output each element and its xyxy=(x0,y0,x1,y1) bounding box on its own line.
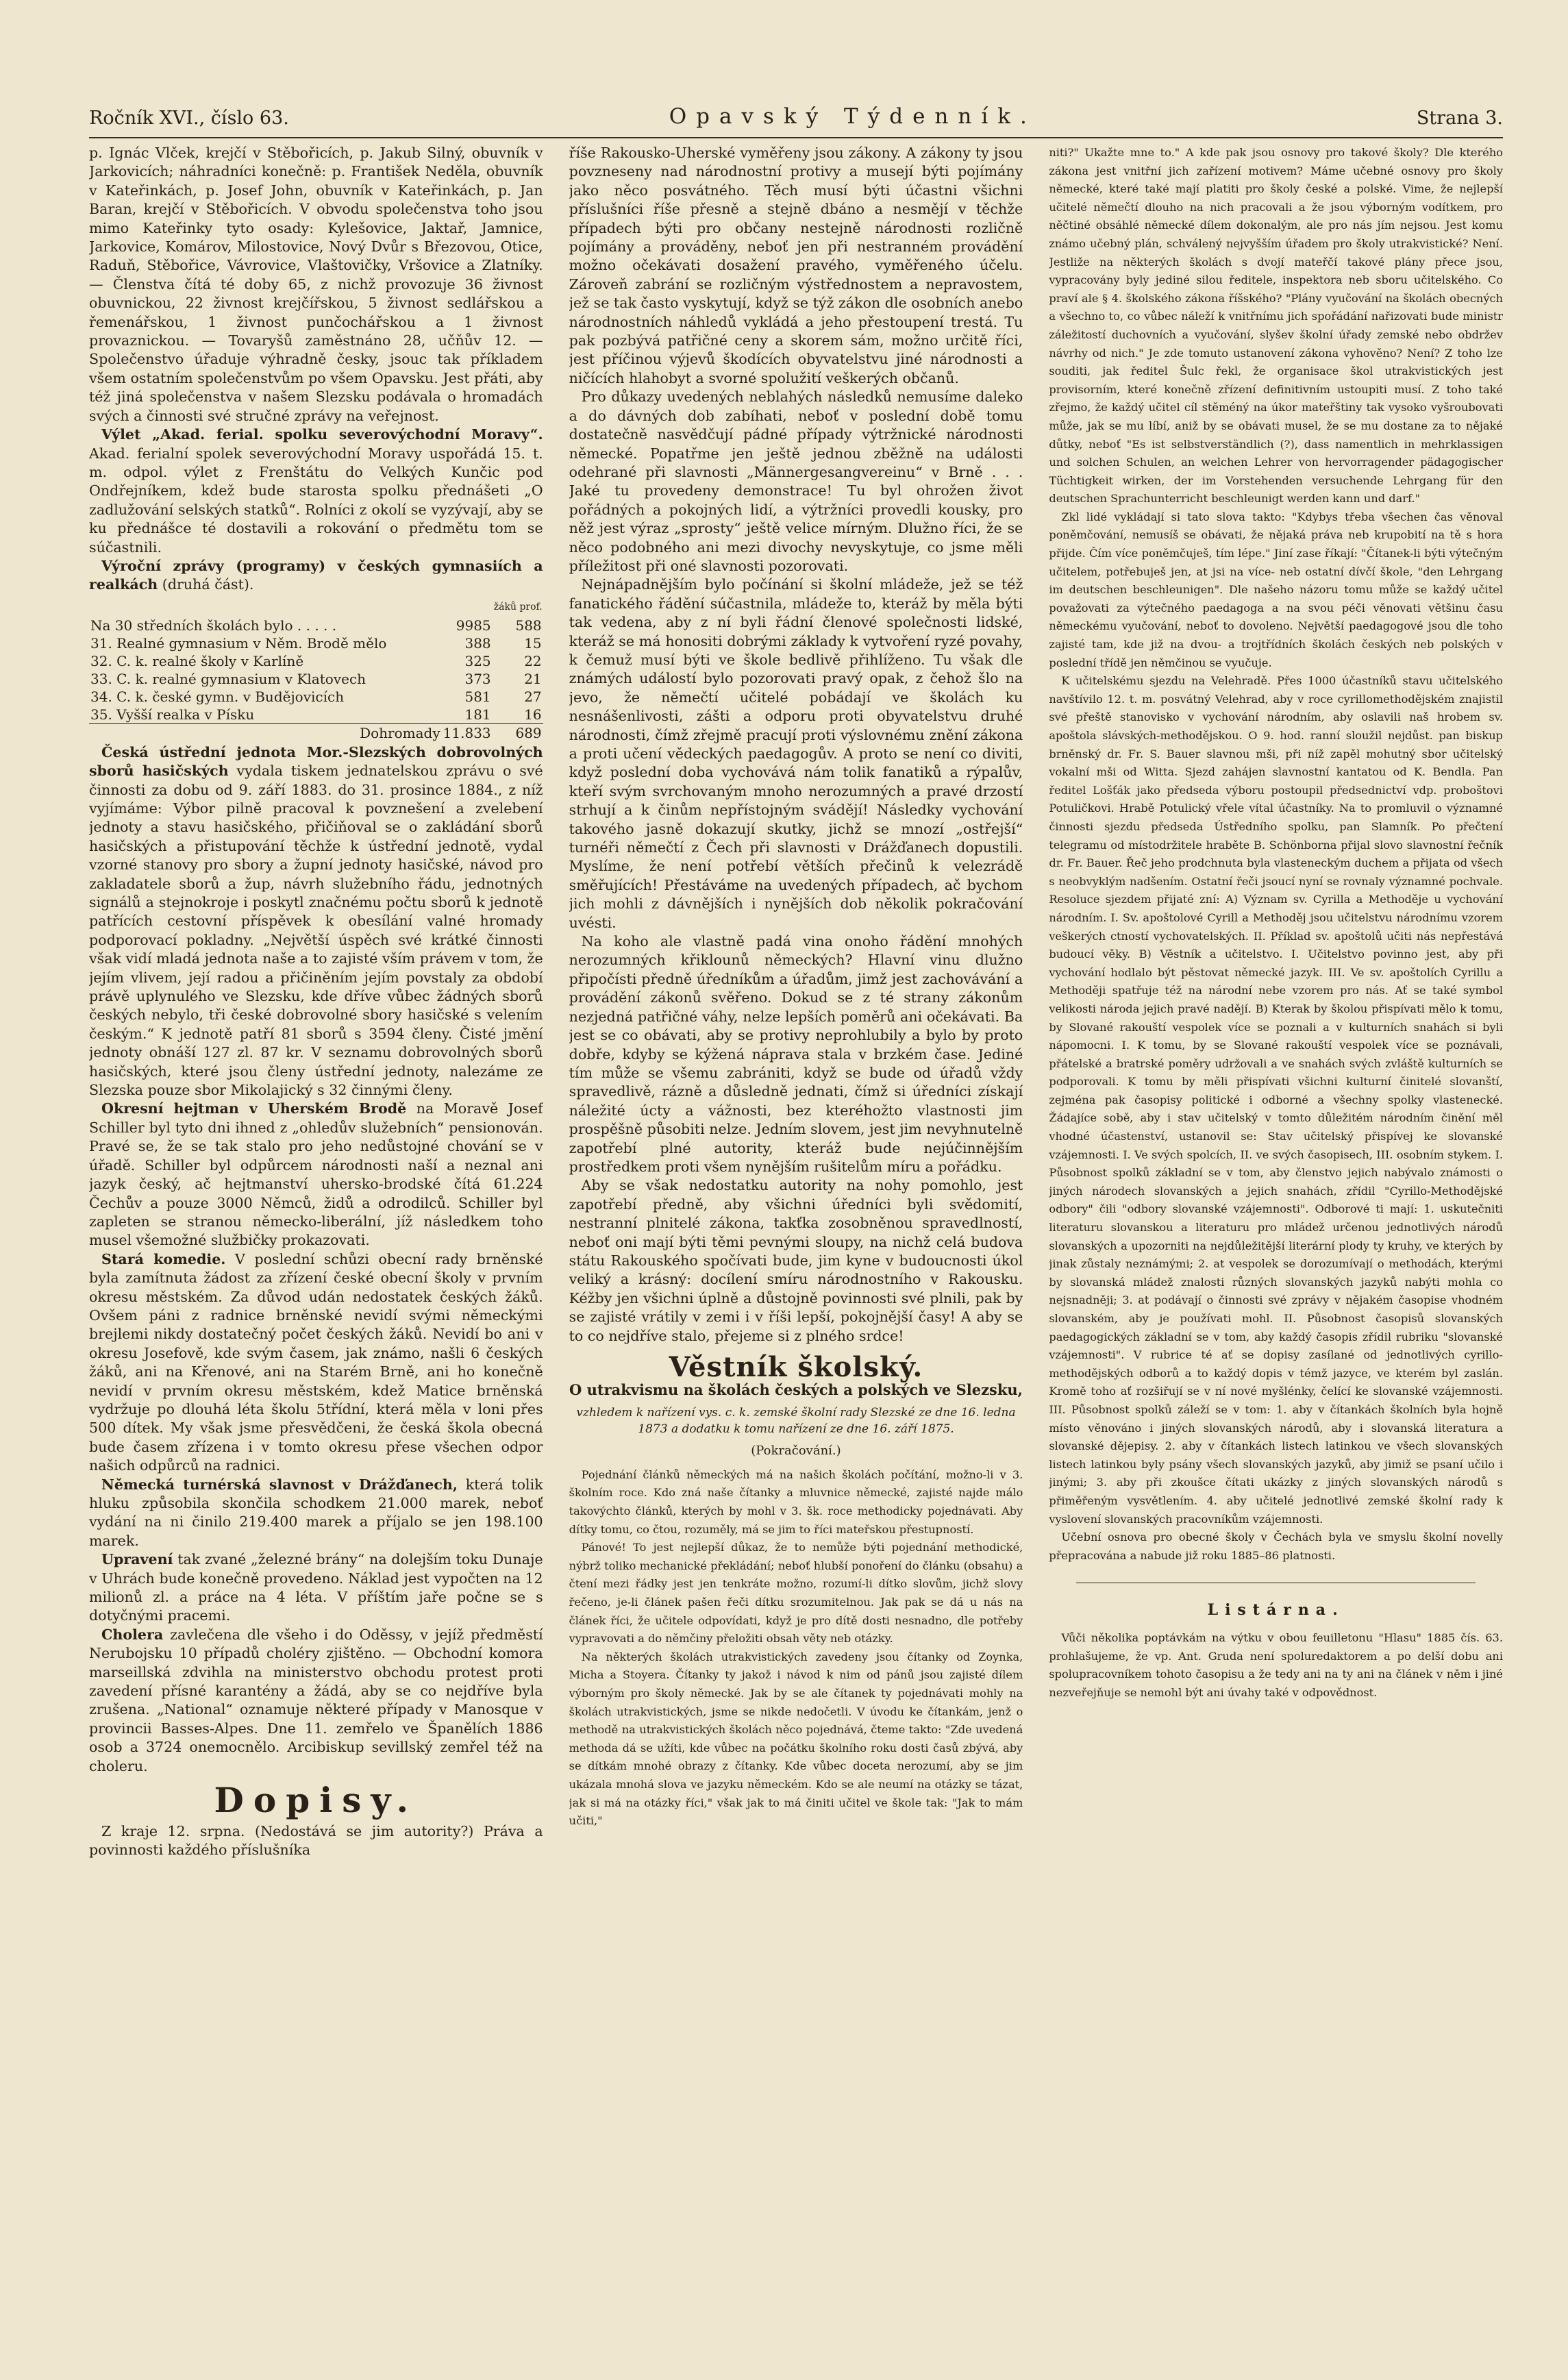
table-row: Na 30 středních školách bylo . . . . . 9985 588 xyxy=(90,617,542,634)
table-row: 35. Vyšší realka v Písku 181 16 xyxy=(90,706,542,723)
table-row: 33. C. k. realné gymnasium v Klatovech 373 21 xyxy=(90,670,542,687)
article-title: Výroční zprávy (programy) v českých gymnasiích a realkách xyxy=(89,557,543,593)
article-title: Výlet „Akad. ferial. spolku severovýchodní Moravy“. xyxy=(101,426,543,443)
article-paragraph: Aby se však nedostatku autority na nohy pomohlo, jest zapotřebí předně, aby všichni úředníci byli svědomití, nestranní plnitelé zákona, takťka zosobněnou spravedlností, neboť oni mají býti těmi pevnými sloupy, na nichž celá budova státu Rakouského spočívati bude, jim kyne v budoucnosti úkol veliký a krásný: docílení smíru národnostního v Rakousku. Kéžby jen všichni úplně a důstojně povinnosti své plnili, pak by se zajisté vrátily v zemi i v říši lepší, pokojnější časy! A aby se to co nejdříve stalo, přejeme si z plného srdce! xyxy=(569,1177,1023,1344)
table-total-row: Dohromady 11.833 689 xyxy=(89,723,543,742)
article-paragraph: K učitelskému sjezdu na Velehradě. Přes 1000 účastníků stavu učitelského navštívilo 12. t. m. posvátný Velehrad, aby v roce cyrillomethodějském znajistil své přeště stanovisko v vychování národním, aby oslavili naš hrobem sv. apoštola slávských-methodějskou. O 9. hod. ranní sloužil nejdůst. pan biskup brněnský dr. Fr. S. Bauer slavnou mši, při níž zapěl mohutný sbor učitelský vokalní mši od Witta. Sjezd zahájen slavnostní kantatou od K. Bendla. Pan ředitel Lošťák jako předseda výboru postoupil předsednictví vdp. proboštovi Potuličkovi. Hrabě Potulický vřele vítal účastníky. Na to promluvil o významné činnosti sjezdu předseda Ústředního spolku, pan Slamník. Po přečtení telegramu od místodržitele hraběte B. Schönborna přijal slovo slavnostní řečník dr. Fr. Bauer. Řeč jeho prodchnuta byla vlasteneckým duchem a přijata od všech s neobvyklým nadšením. Ostatní řeči jsoucí nyní se rovnaly významné pochvale. Resoluce sjezdem přijaté zní: A) Význam sv. Cyrilla a Methoděje u vychování národním. I. Sv. apoštolové Cyrill a Methoděj jsou učitelstvu národnímu vzorem veškerých ctností vychovatelských. II. Příklad sv. apoštolů učiti nás nepřestává budoucí věky. B) Věstník a učitelstvo. I. Učitelstvo povinno jest, aby při vychování hodlalo být pěstovat německé jazyk. III. Ve sv. apoštolích Cyrillu a Methoději spatřuje též na národní nebe vzorem pro nás. Ať se také symbol velikosti národa jejich pravé nadějí. B) Kterak by školou přispívati mělo k tomu, by Slované rakouští vespolek více se poznali a v kulturních snahách si byli nápomocni. I. K tomu, by se Slované rakouští vespolek více se poznávali, přátelské a bratrské poměry udržovali a ve snahách svých zvláště kulturních se podporovali. K tomu by měli přispívati všichni kulturní činitelé slovanští, zejména pak časopisy politické i odborné a všechny spolky vlastenecké. Žádajíce sobě, aby i stav učitelský v tomto důležitém národním činění měl vhodné účastenství, ustanovil se: Stav učitelský přispívej ke slovanské vzájemnosti. I. Ve svých spolcích, II. ve svých časopisech, III. osobním stykem. I. Působnost spolků základní se v tom, aby členstvo jejich nabývalo známosti o jiných národech slovanských a jejich snahách, zřídil "Cyrillo-Methodějské odbory" čili "odbory slovanské vzájemnosti". Odborové ti mají: 1. uskutečniti literaturu slovanskou a literaturu pro mládež určenou jednotlivých národů slovanských a upozorniti na nejdůležitější literární plody ty kruhy, ve kterých by jinak zůstaly neznámými; 2. at vespolek se dorozumívají o methodách, kterými by slovanská mládež znalosti různých slovanských jazyků nabýti mohla co nejsnadněji; 3. at podávají o činnosti své zprávy v nějakém časopise vhodném slovanském, aby je používati mohl. II. Působnost časopisů slovanských paedagogických základní se v tom, aby každý časopis zřídil rubriku "slovanské vzájemnosti". V rubrice té ať se dopisy zasílané od jednotlivých cyrillo-methodějských odborů a to každý dopis v témž jazyce, ve kterém byl zaslán. Kromě toho ať rozšiřují se v ní nové myšlénky, čelící ke slovanské vzájemnosti. III. Působnost spolků záleží se v tom: 1. aby v čítankách školních byla hojně místo věnováno i jiných slovanských národů, aby i slovanská literatura a slovanské dějepisy. 2. aby v čítankách listech latinkou ve všech slovanských listech latinkou byly psány všech slovanských jazyků, aby jimiž se psaní učilo i jinými; 3. aby při zkoušce čítati ukázky z jiných slovanských národů s přiměřeným vysvětlením. 4. aby učitelé jednotlivé zemské školní rady k vyslovení slovanských pracovníkům vzájemnosti. xyxy=(1049,674,1503,1526)
article-paragraph: Nejnápadnějším bylo počínání si školní mládeže, jež se též fanatického řádění súčastnila, mládeže to, kteráž by měla býti tak vedena, aby z ní byli řádní členové společnosti lidské, kteráž se má honositi dobrými základy k vytvoření ryzé povahy, k čemuž musí býti ve škole bedlivě přihlíženo. Tu však dle známých událostí bylo pozorovati pravý opak, z čehož šlo na jevo, že němečtí učitelé pobádají ve školách ku nesnášenlivosti, zášti a odporu proti obyvatelstvu druhé národnosti, čímž zřejmě pracují proti výslovnému znění zákona a proti učení vědeckých paedagogův. A proto se není co diviti, když poslední doba vychovává nám tolik fanatiků a rýpalův, kteří svým svrchovaným mnoho nerozumných a pravé drzostí strhují a k činům nepřístojným svádějí! Následky vychování takového jasně dokazují skutky, jichž se mnozí „ostřejší“ turnéři němečtí z Čech při slavnosti v Drážďanech dopustili. Myslíme, že není potřebí větších přečinů k velezrádě směřujících! Přestáváme na uvedených případech, ač bychom jich mohli z dávnějších i nynějších dob několik pokračování uvésti. xyxy=(569,576,1023,931)
column-2 xyxy=(569,144,1023,2325)
table-row: 32. C. k. realné školy v Karlíně 325 22 xyxy=(90,652,542,669)
article-title: Česká ústřední jednota Mor.-Slezských dobrovolných sborů hasičských xyxy=(89,743,543,780)
issue-label: Ročník XVI., číslo 63. xyxy=(89,108,289,129)
section-heading-listarna: Listárna. xyxy=(1207,1601,1345,1620)
article-paragraph: niti?" Ukažte mne to." A kde pak jsou osnovy pro takové školy? Dle kterého zákona jest vnitřní jich zařízení motivem? Máme učebné osnovy pro školy německé, které také mají platiti pro školy české a polské. Vime, že nejlepší učitelé němečtí dlouho na nich pracovali a že jsou výborným vodítkem, pro něčtiné obsáhlé německé dílem dokonalým, ale pro nás jím nejsou. Jest komu známo učebný plán, schválený nejvyšším úřadem pro školy utrakvistické? Není. Jestliže na některých školách s dvojí mateřčí takové plány přece jsou, vypracovány byly jediné silou ředitele, inspektora neb sboru učitelského. Co praví ale § 4. školského zákona říšského? "Plány vyučování na školách obecných a všechno to, co vůbec náleží k vnitřnímu jich spořádání nařizovati bude ministr záležitostí duchovních a vyučování, slyšev školní úřady zemské nebo obdržev návrhy od nich." Je zde tomuto ustanovení zákona vyhověno? Není? Z toho lze souditi, jak ředitel Šulc řekl, že organisace škol utrakvistických jest provisorním, které konečně zřízení definitivním ustoupiti musí. Z toho také zřejmo, že každý učitel cíl stěméný na úkor mateřštiny tak vysoko vyšroubovati může, jak se mu líbí, aniž by se obávati musel, že se mu dostane za to nějaké důtky, neboť "Es ist selbstverständlich (?), dass namentlich in mehrklassigen und solchen Schulen, an welchen Lehrer von hervorragender pädagogischer Tüchtigkeit wirken, der im Vorstehenden versuchende Lehrgang für den deutschen Sprachunterricht beschleunigt werden kann und darf." xyxy=(1049,146,1503,506)
table-header: žáků prof. xyxy=(493,601,543,612)
article-paragraph: Okresní hejtman v Uherském Brodě na Moravě Josef Schiller byl tyto dni ihned z „ohledův služebních“ pensionován. Pravé se, že se tak stalo pro jeho nedůstojné chování se v úřadě. Schiller byl odpůrcem národnosti naší a neznal ani jazyk český, ač hejtmanství uhersko-brodské čítá 61.224 Čechův a pouze 3000 Němců, židů a odrodilců. Schiller byl zapleten se stranou německo-liberální, jíž následkem toho musel všemožné službičky prokazovati. xyxy=(89,1100,543,1249)
article-title: Upravení xyxy=(101,1551,173,1568)
article-paragraph: Pro důkazy uvedených neblahých následků nemusíme daleko a do dávných dob zabíhati, neboť v poslední době tomu dostatečně nasvědčují pádné případy výtržnické národnosti německé. Popatřme jen ještě jednou zběžně na události odehrané při slavnosti „Männergesangvereinu“ v Brně . . . Jaké tu provedeny demonstrace! Tu byl ohrožen život pořádných a pokojných lidí, a výtržníci provedli kousky, pro něž jest výraz „sprosty“ ještě velice mírným. Dlužno říci, že se něco podobného ani mezi divochy nevyskytuje, co jsme měli příležitost při oné slavnosti pozorovati. xyxy=(569,388,1023,574)
running-header xyxy=(89,95,1503,136)
article-paragraph: Na koho ale vlastně padá vina onoho řádění mnohých nerozumných křiklounů německých? Hlavní vinu dlužno připočísti předně úředníkům a úřadům, jimž jest zachovávání a provádění zákonů svěřeno. Dokud se z té strany zákonům nezjedná patřičné váhy, nelze lepších poměrů ani očekávati. Ba jest se co obávati, aby se protivy neprohlubily a bylo by proto dobře, kdyby se kýžená náprava stala v brzkém čase. Jediné tím může se všemu zabrániti, když se bude od úřadů vždy spravedlivě, rázně a důsledně jednati, čímž si úředníci získají náležité úcty a vážnosti, bez kteréhožto vlastnosti jim prospěšně působiti nelze. Jedním slovem, jest jim nevyhnutelně zapotřebí plné autority, kteráž bude nejúčinnějším prostředkem proti všem nynějším rušitelům míru a pořádku. xyxy=(569,933,1023,1175)
section-heading-dopisy: Dopisy. xyxy=(214,1780,419,1821)
table-row: 34. C. k. české gymn. v Budějovicích 581 27 xyxy=(90,688,542,705)
article-paragraph: Z kraje 12. srpna. (Nedostává se jim autority?) Práva a povinnosti každého příslušníka xyxy=(89,1822,543,1858)
article-paragraph: Výlet „Akad. ferial. spolku severovýchodní Moravy“. Akad. ferialní spolek severovýchodní Moravy uspořádá 15. t. m. odpol. výlet z Frenštátu do Velkých Kunčic pod Ondřejníkem, kdež bude starosta spolku přednášeti „O zadlužování selských statků“. Rolníci z okolí se vyzývají, aby se ku přednášce té dostavili a rokování o předmětu tom se súčastnili. xyxy=(89,426,543,556)
article-paragraph: Česká ústřední jednota Mor.-Slezských dobrovolných sborů hasičských vydala tiskem jednatelskou zprávu o své činnosti za dobu od 9. září 1883. do 31. prosince 1884., z níž vyjímáme: Výbor pilně pracoval k povznešení a zvelebení jednoty a stavu hasičského, přičiňoval se o zakládání sborů hasičských a přistupování těchže k ústřední jednotě, vydal vzorné stanovy pro sbory a župní jednoty hasičské, návod pro zakladatele sborů a žup, návrh služebního řádu, jednotných signálů a stejnokroje i poskytl značnému počtu sborů k jednotě patřících cestovní příspěvek k obesílání valné hromady podporovací pokladny. „Největší úspěch své krátké činnosti však vidí mladá jednota naše a to zajisté vším právem v tom, že jejím vlivem, její radou a přičiněním jejím povstaly za období právě uplynulého ve Slezsku, kde dříve vůbec žádných sborů českých nebylo, tři české dobrovolné sbory hasičské s velením českým.“ K jednotě patří 81 sborů s 3594 členy. Čisté jmění jednoty obnáší 127 zl. 87 kr. V seznamu dobrovolných sborů hasičských, které jsou členy ústřední jednoty, nalezáme ze Slezska pouze sbor Mikolajický s 32 činnými členy. xyxy=(89,743,543,1099)
masthead-title: Opavský Týdenník. xyxy=(669,104,1036,129)
table-row: 31. Realné gymnasium v Něm. Brodě mělo 388 15 xyxy=(90,634,542,652)
article-note: vzhledem k nařízení vys. c. k. zemské školní rady Slezské ze dne 16. ledna 1873 a dodatku k tomu nařízení ze dne 16. září 1875. xyxy=(576,1406,1016,1437)
column-1 xyxy=(89,144,543,2325)
article-paragraph: Pojednání článků německých má na našich školách počítání, možno-li v 3. školním roce. Kdo zná naše čítanky a mluvnice německé, zajisté najde málo takovýchto článků, kterých by mohl v 3. šk. roce methodicky pojednávati. Aby dítky tomu, co čtou, rozuměly, má se jim to říci mateřskou přestupností. xyxy=(569,1467,1023,1536)
article-title: Stará komedie. xyxy=(101,1250,226,1267)
article-paragraph: Na některých školách utrakvistických zavedeny jsou čítanky od Zoynka, Micha a Stoyera. Čítanky ty jakož i návod k nim od pánů jsou zajisté dílem výborným pro školy německé. Jak by se ale čítanek ty pojednávati mohly na školách utrakvistických, jsme se nikde nedočetli. V úvodu ke čítankám, jenž o methodě na utrakvistických školách něco pojednává, čteme takto: "Zde uvedená methoda dá se užíti, kde vůbec na počátku školního roku dosti časů zbývá, aby se dítkám mnohé obrazy z čítanky. Kde vůbec doceta nerozumí, aby se jim ukázala mnohá slova ve jazyku německém. Kdo se ale neumí na otázky se tázat, jak si má na otázky říci," však jak to má činiti učitel ve škole tak: "Jak to mám učiti," xyxy=(569,1650,1023,1828)
small-print-block xyxy=(569,1466,1023,1831)
article-title: Německá turnérská slavnost v Drážďanech, xyxy=(101,1476,458,1493)
article-paragraph: říše Rakousko-Uherské vyměřeny jsou zákony. A zákony ty jsou povzneseny nad národnostní protivy a musejí býti pojímány jako něco posvátného. Těch musí býti účastni všichni příslušníci říše přesně a stejně dbáno a nesmějí v těchže případech býti pro občany nestejně národnosti rozličně pojímány a prováděny, neboť jen při nestranném provádění možno očekávati dosažení pravého, vyměřeného účelu. Zároveň zabrání se rozličným výstřednostem a nepravostem, jež se tak často vyskytují, když se týž zákon dle osobních anebo národnostních náhledů vykládá a jeho přestoupení trestá. Tu pak pozbývá patřičné ceny a skorem sám, možno určitě říci, jest příčinou výjevů škodících obyvatelstvu jiné národnosti a ničících hlahobyt a svorné spolužití veškerých občanů. xyxy=(569,145,1023,386)
continuation-label: (Pokračování.) xyxy=(751,1443,841,1459)
article-title: Okresní hejtman v Uherském Brodě xyxy=(101,1100,407,1117)
article-paragraph: Stará komedie. V poslední schůzi obecní rady brněnské byla zamítnuta žádost za zřízení české obecní školy v prvním okresu městském. Za důvod udán nedostatek českých žáků. Ovšem páni z radnice brněnské nevidí svými německými brejlemi nikdy dostatečný počet českých žáků. Nevidí bo ani v okresu Josefově, kde svým časem, jak známo, našli 6 českých žáků, ani na Křenové, ani na Starém Brně, ani ho konečně nevidí v prvním okresu městském, kdež Matice brněnská vydržuje po dlouhá léta školu 5třídní, která měla v loni přes 500 dítek. My však jsme přesvědčeni, že česká škola obecná bude časem zřízena i v tomto okresu přese všechen odpor našich odpůrců na radnici. xyxy=(89,1250,543,1474)
page-number: Strana 3. xyxy=(1416,108,1503,129)
schools-table xyxy=(89,597,543,742)
article-subheading: O utrakvismu na školách českých a polských ve Slezsku, xyxy=(569,1381,1023,1399)
article-paragraph: Upravení tak zvané „železné brány“ na dolejším toku Dunaje v Uhrách bude konečně provedeno. Náklad jest vypočten na 12 milionů zl. a práce na 4 léta. V příštím jaře počne se s dotyčnými pracemi. xyxy=(89,1551,543,1624)
article-paragraph: Zkl lidé vykládají si tato slova takto: "Kdybys třeba všechen čas věnoval poněmčování, nemusíš se obávati, že nějaká práva neb krupobití na tě s hora přijde. Čím více poněmčuješ, tím lépe." Jiní zase říkají: "Čítanek-li býti výtečným učitelem, potřebuješ jen, at jsi na více- neb ostatní dívčí škole, "den Lehrgang im deutschen beschleunigen". Dle našeho názoru tomu může se každý učitel považovati za výtečného paedagoga a na svou péči věnovati většinu času německému vyučování, neboť to dovoleno. Největší paedagogové jsou dle toho zajisté tam, kde již na dvou- a trojtřídních školách českých neb polských v poslední třídě jen němčinou se vyučuje. xyxy=(1049,510,1503,669)
columns xyxy=(89,144,1503,2325)
article-paragraph: Pánové! To jest nejlepší důkaz, že to nemůže býti pojednání methodické, nýbrž toliko mechanické překládání; neboť hlubší ponoření do článku (obsahu) a čtení mezi řádky jest jen tenkráte možno, rozumí-li dítko slovům, jichž slovy řečeno, je-li článek pašen řeči dítku srozumitelnou. Jak pak se dá u nás na článek říci, že učitele odpovídati, když je pro dítě dosti nesnadno, dle potřeby vypravovati a do němčiny přeložiti obsah věty neb otázky. xyxy=(569,1541,1023,1646)
column-3 xyxy=(1049,144,1503,2325)
article-paragraph: Učební osnova pro obecné školy v Čechách byla ve smyslu školní novelly přepracována a nabude již roku 1885–86 platnosti. xyxy=(1049,1530,1503,1562)
header-rule xyxy=(89,137,1503,138)
article-paragraph: Vůči několika poptávkám na výtku v obou feuilletonu "Hlasu" 1885 čís. 63. prohlašujeme, že vp. Ant. Gruda není spoluredaktorem a po delší dobu ani spolupracovníkem tohoto časopisu a že tedy ani na ty ani na článek v něm i jiné nezveřejňuje se nemohl být ani úvahy také v odpovědnost. xyxy=(1049,1631,1503,1699)
article-title: Cholera xyxy=(101,1626,164,1643)
article-paragraph: Výroční zprávy (programy) v českých gymnasiích a realkách (druhá část). xyxy=(89,557,543,593)
article-paragraph: p. Ignác Vlček, krejčí v Stěbořicích, p. Jakub Silný, obuvník v Jarkovicích; náhradníci konečně: p. František Neděla, obuvník v Kateřinkách, p. Josef John, obuvník v Kateřinkách, p. Jan Baran, krejčí v Stěbořicích. V obvodu společenstva toho jsou mimo Kateřinky tyto osady: Kylešovice, Jaktař, Jamnice, Jarkovice, Komárov, Milostovice, Nový Dvůr s Březovou, Otice, Raduň, Stěbořice, Vávrovice, Vlaštovičky, Vršovice a Zlatníky. — Členstva čítá té doby 65, z nichž provozuje 36 živnost obuvnickou, 22 živnost krejčířskou, 5 živnost sedlářskou a řemenářskou, 1 živnost punčochářskou a 1 živnost provaznickou. — Tovaryšů zaměstnáno 28, učňův 12. — Společenstvo úřaduje výhradně česky, jsouc tak příkladem všem ostatním společenstvům po všem Opavsku. Jest přáti, aby též jiná společenstva v našem Slezsku podávala o hromadách svých a činnosti své stručné zprávy na veřejnost. xyxy=(89,145,543,424)
article-paragraph: Cholera zavlečena dle všeho i do Oděssy, v jejíž předměstí Nerubojsku 10 případů choléry zjištěno. — Obchodní komora marseillská zdvihla na ministerstvo obchodu protest proti zavedení přísné karantény a žádá, aby se co nejdříve byla zrušena. „National“ oznamuje některé případy v Manosque v provincii Basses-Alpes. Dne 11. zemřelo ve Španělích 1886 osob a 3724 onemocnělo. Arcibiskup sevillský zemřel též na choleru. xyxy=(89,1626,543,1774)
article-paragraph: Německá turnérská slavnost v Drážďanech, která tolik hluku způsobila skončila schodkem 21.000 marek, neboť vydání na ni činilo 219.400 marek a příjalo se jen 198.100 marek. xyxy=(89,1476,543,1549)
section-heading-vestnik: Věstník školský. xyxy=(669,1351,923,1383)
